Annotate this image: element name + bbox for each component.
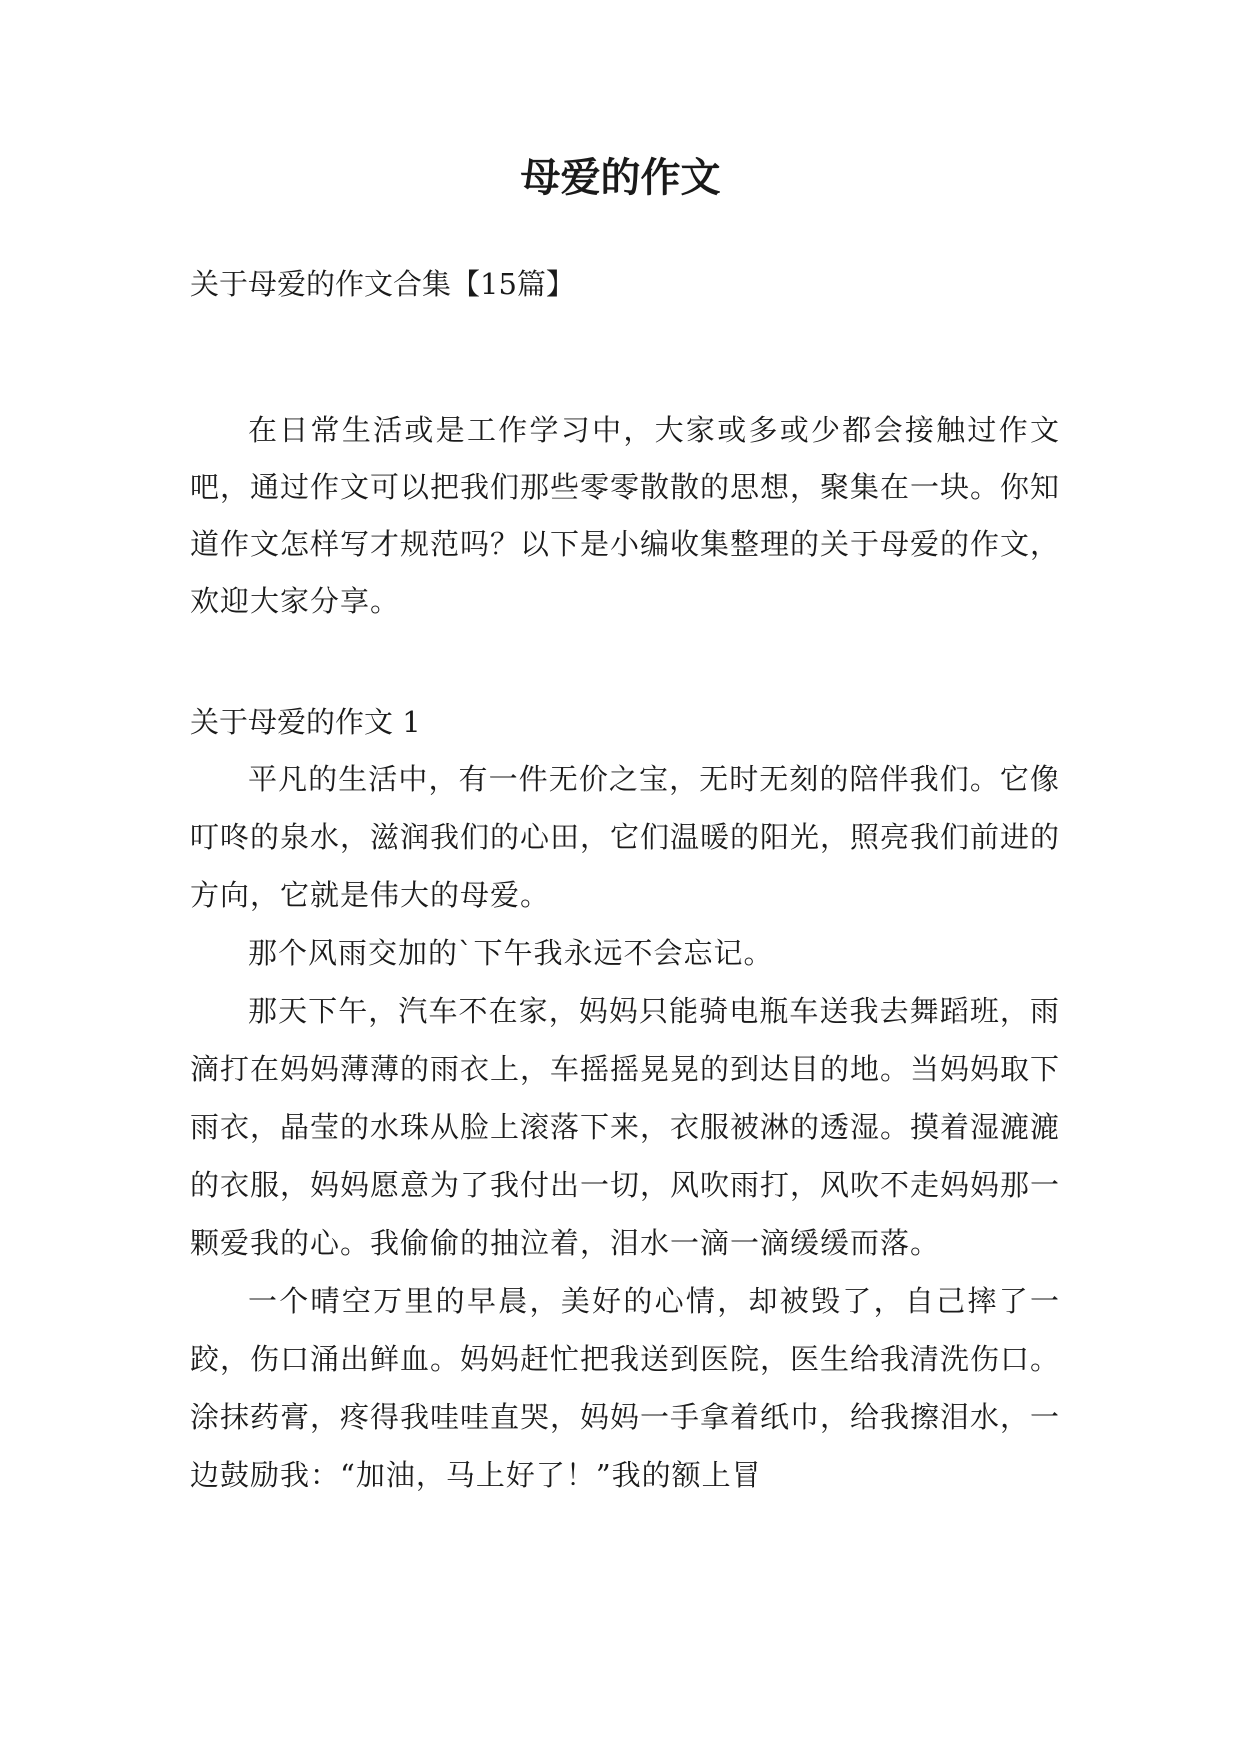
document-subtitle: 关于母爱的作文合集【15篇】	[190, 267, 575, 301]
intro-paragraph: 在日常生活或是工作学习中，大家或多或少都会接触过作文吧，通过作文可以把我们那些零零散散的思想，聚集在一块。你知道作文怎样写才规范吗？以下是小编收集整理的关于母爱的作文，欢迎大家分享。	[190, 413, 1061, 618]
essay-paragraph: 那个风雨交加的`下午我永远不会忘记。	[248, 936, 774, 970]
essay-paragraph: 平凡的生活中，有一件无价之宝，无时无刻的陪伴我们。它像叮咚的泉水，滋润我们的心田，它们温暖的阳光，照亮我们前进的方向，它就是伟大的母爱。	[190, 762, 1061, 912]
essay-paragraph: 一个晴空万里的早晨，美好的心情，却被毁了，自己摔了一跤，伤口涌出鲜血。妈妈赶忙把我送到医院，医生给我清洗伤口。涂抹药膏，疼得我哇哇直哭，妈妈一手拿着纸巾，给我擦泪水，一边鼓励我：“加油，马上好了！”我的额上冒	[190, 1284, 1061, 1492]
section-heading: 关于母爱的作文 1	[190, 705, 421, 739]
essay-body	[190, 750, 1060, 1504]
essay-paragraph: 那天下午，汽车不在家，妈妈只能骑电瓶车送我去舞蹈班，雨滴打在妈妈薄薄的雨衣上，车摇摇晃晃的到达目的地。当妈妈取下雨衣，晶莹的水珠从脸上滚落下来，衣服被淋的透湿。摸着湿漉漉的衣服，妈妈愿意为了我付出一切，风吹雨打，风吹不走妈妈那一颗爱我的心。我偷偷的抽泣着，泪水一滴一滴缓缓而落。	[190, 994, 1061, 1260]
intro-section	[190, 402, 1060, 630]
document-title: 母爱的作文	[520, 155, 721, 201]
